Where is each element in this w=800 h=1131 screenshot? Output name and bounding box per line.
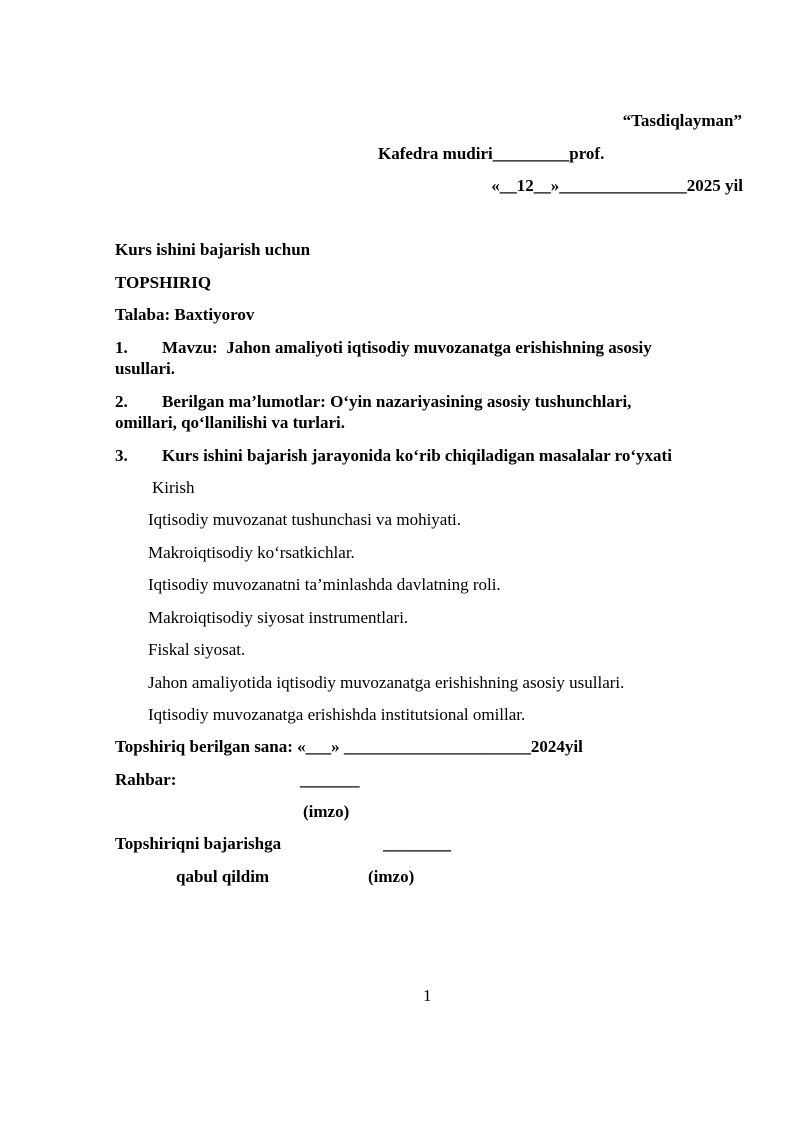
topic-item: Jahon amaliyotida iqtisodiy muvozanatga erishishning asosiy usullari. bbox=[148, 673, 625, 692]
assignment-date-line: Topshiriq berilgan sana: «___» ______________________2024yil bbox=[115, 737, 583, 756]
supervisor-label: Rahbar: bbox=[115, 770, 177, 789]
item-number-2: 2. bbox=[115, 392, 128, 411]
topic-item: Makroiqtisodiy ko‘rsatkichlar. bbox=[148, 543, 355, 562]
item-1-line-1: Mavzu: Jahon amaliyoti iqtisodiy muvozanatga erishishning asosiy bbox=[162, 338, 652, 357]
item-2-line-1: Berilgan ma’lumotlar: O‘yin nazariyasining asosiy tushunchlari, bbox=[162, 392, 632, 411]
topic-item: Fiskal siyosat. bbox=[148, 640, 246, 659]
topic-item: Makroiqtisodiy siyosat instrumentlari. bbox=[148, 608, 409, 627]
course-work-heading: Kurs ishini bajarish uchun bbox=[115, 240, 311, 259]
student-signature-label: (imzo) bbox=[368, 867, 415, 886]
supervisor-signature-label: (imzo) bbox=[303, 802, 350, 821]
assignment-title: TOPSHIRIQ bbox=[115, 273, 212, 292]
topic-item: Kirish bbox=[152, 478, 195, 497]
topic-item: Iqtisodiy muvozanat tushunchasi va mohiyati. bbox=[148, 510, 462, 529]
item-3-line-1: Kurs ishini bajarish jarayonida ko‘rib chiqiladigan masalalar ro‘yxati bbox=[162, 446, 672, 465]
item-2-line-2: omillari, qo‘llanilishi va turlari. bbox=[115, 413, 345, 432]
page-number: 1 bbox=[423, 986, 432, 1005]
accepted-label-line-2: qabul qildim bbox=[176, 867, 270, 886]
student-name: Talaba: Baxtiyorov bbox=[115, 305, 255, 324]
approval-title: “Tasdiqlayman” bbox=[622, 111, 742, 130]
approval-date-line: «__12__»_______________2025 yil bbox=[491, 176, 743, 195]
item-number-1: 1. bbox=[115, 338, 128, 357]
accepted-label-line-1: Topshiriqni bajarishga bbox=[115, 834, 282, 853]
student-signature-line: ________ bbox=[383, 834, 451, 853]
department-head-line: Kafedra mudiri_________prof. bbox=[378, 144, 605, 163]
item-1-line-2: usullari. bbox=[115, 359, 175, 378]
topic-item: Iqtisodiy muvozanatni ta’minlashda davlatning roli. bbox=[148, 575, 501, 594]
topic-item: Iqtisodiy muvozanatga erishishda institutsional omillar. bbox=[148, 705, 526, 724]
supervisor-signature-line: _______ bbox=[300, 770, 360, 789]
item-number-3: 3. bbox=[115, 446, 128, 465]
